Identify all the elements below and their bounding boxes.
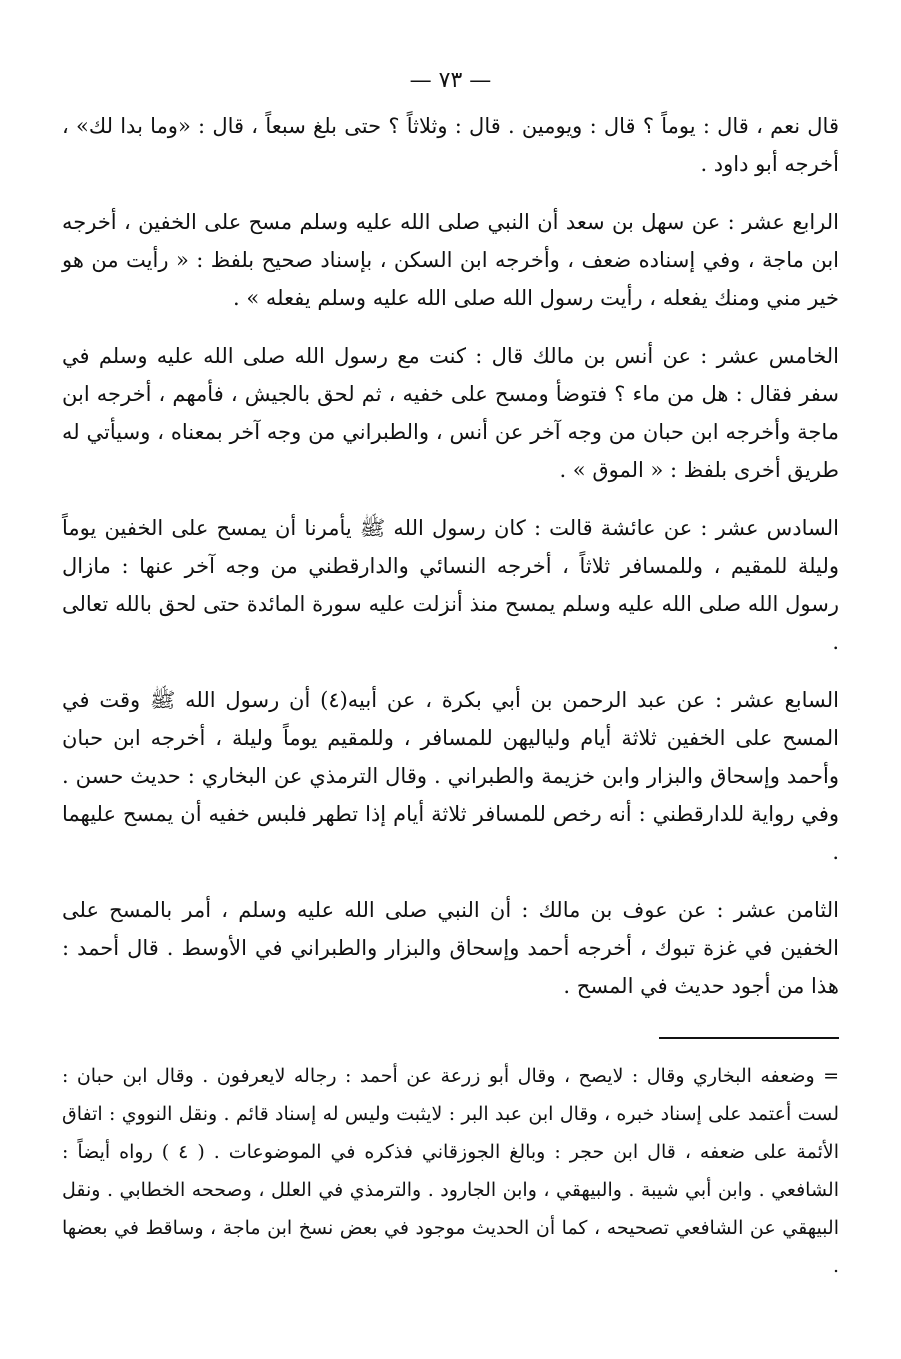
paragraph-fourteenth: الرابع عشر : عن سهل بن سعد أن النبي صلى الله عليه وسلم مسح على الخفين ، أخرجه ابن ماجة ، وفي إسناده ضعف ، وأخرجه ابن السكن ، بإسناد صحيح بلفظ : « رأيت من هو خير مني ومنك يفعله ، رأيت رسول الله صلى الله عليه وسلم يفعله » . (62, 210, 839, 310)
paragraph-sixteenth: السادس عشر : عن عائشة قالت : كان رسول الله ﷺ يأمرنا أن يمسح على الخفين يوماً وليلة للمقيم ، وللمسافر ثلاثاً ، أخرجه النسائي والدارقطني من وجه آخر عنها : مازال رسول الله صلى الله عليه وسلم يمسح منذ أنزلت عليه سورة المائدة حتى لحق بالله تعالى . (62, 516, 839, 654)
paragraph-seventeenth: السابع عشر : عن عبد الرحمن بن أبي بكرة ، عن أبيه(٤) أن رسول الله ﷺ وقت في المسح على الخفين ثلاثة أيام ولياليهن للمسافر ، وللمقيم يوماً وليلة ، أخرجه ابن حبان وأحمد وإسحاق والبزار وابن خزيمة والطبراني . وقال الترمذي عن البخاري : حديث حسن . وفي رواية للدارقطني : أنه رخص للمسافر ثلاثة أيام إذا تطهر فلبس خفيه أن يمسح عليهما . (62, 688, 839, 864)
footnote-text: = وضعفه البخاري وقال : لايصح ، وقال أبو زرعة عن أحمد : رجاله لايعرفون . وقال ابن حبان : لست أعتمد على إسناد خبره ، وقال ابن عبد البر : لايثبت وليس له إسناد قائم . ونقل النووي : اتفاق الأئمة على ضعفه ، قال ابن حجر : وبالغ الجوزقاني فذكره في الموضوعات . ( ٤ ) رواه أيضاً : الشافعي . وابن أبي شيبة . والبيهقي ، وابن الجارود . والترمذي في العلل ، وصححه الخطابي . ونقل البيهقي عن الشافعي تصحيحه ، كما أن الحديث موجود في بعض نسخ ابن ماجة ، وساقط في بعضها . (62, 1065, 839, 1277)
page-number: — ٧٣ — (409, 68, 492, 93)
paragraph-fifteenth: الخامس عشر : عن أنس بن مالك قال : كنت مع رسول الله صلى الله عليه وسلم في سفر فقال : هل من ماء ؟ فتوضأ ومسح على خفيه ، ثم لحق بالجيش ، فأمهم ، أخرجه ابن ماجة وأخرجه ابن حبان من وجه آخر عن أنس ، والطبراني من وجه آخر بمعناه ، وسيأتي له طريق أخرى بلفظ : « الموق » . (62, 344, 839, 482)
paragraph-eighteenth: الثامن عشر : عن عوف بن مالك : أن النبي صلى الله عليه وسلم ، أمر بالمسح على الخفين في غزة تبوك ، أخرجه أحمد وإسحاق والبزار والطبراني في الأوسط . قال أحمد : هذا من أجود حديث في المسح . (62, 898, 839, 998)
footnote-divider (659, 1037, 839, 1039)
paragraph-continuation: قال نعم ، قال : يوماً ؟ قال : ويومين . قال : وثلاثاً ؟ حتى بلغ سبعاً ، قال : «وما بدا لك» ، أخرجه أبو داود . (62, 114, 839, 176)
